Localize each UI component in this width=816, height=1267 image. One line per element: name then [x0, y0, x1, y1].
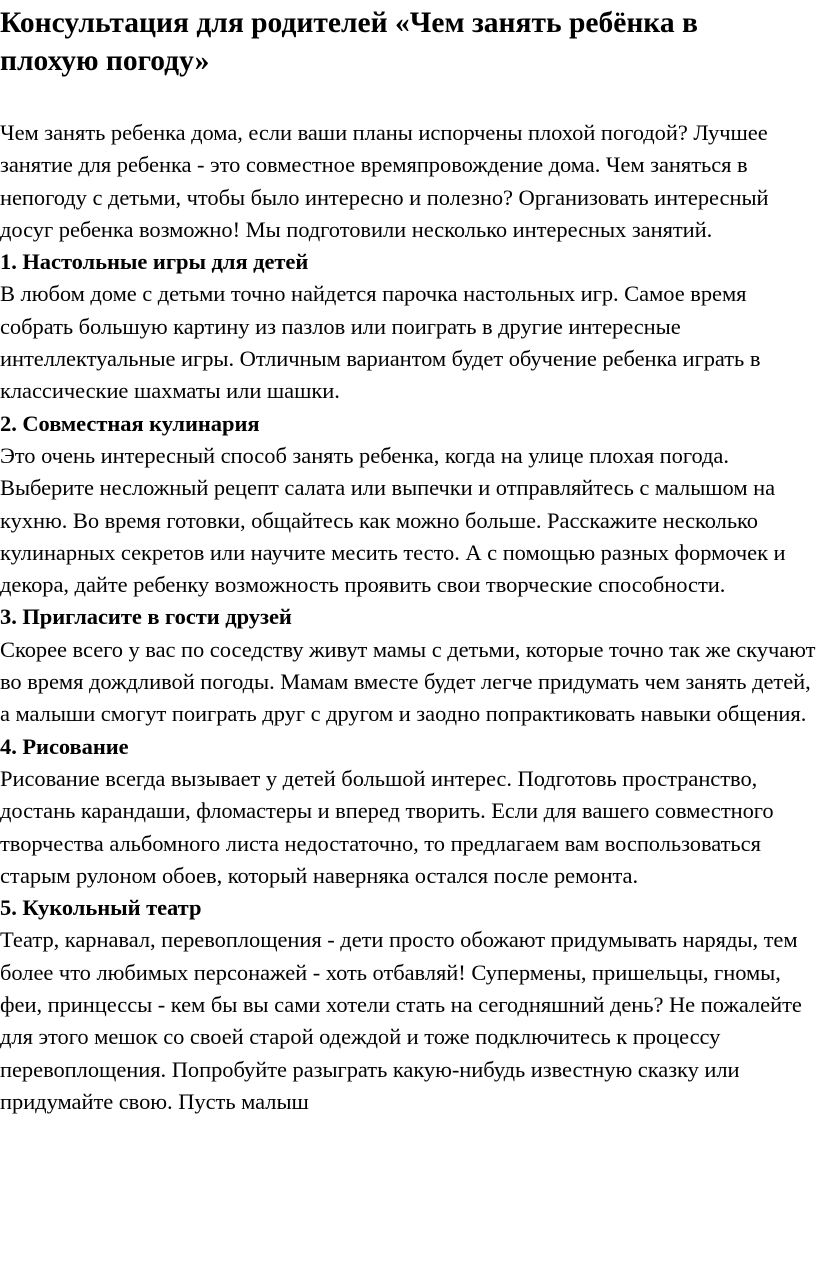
section-heading-board-games: 1. Настольные игры для детей	[0, 249, 309, 275]
section-heading-invite-friends: 3. Пригласите в гости друзей	[0, 604, 292, 630]
section-text-cooking: Это очень интересный способ занять ребенка, когда на улице плохая погода. Выберите несложный рецепт салата или выпечки и отправляйтесь с малышом на кухню. Во время готовки, общайтесь как можно больше. Расскажите несколько кулинарных секретов или научите месить тесто. А с помощью разных формочек и декора, дайте ребенку возможность проявить свои творческие способности.	[0, 442, 786, 598]
section-text-puppet-theater: Театр, карнавал, перевоплощения - дети просто обожают придумывать наряды, тем более что любимых персонажей - хоть отбавляй! Супермены, пришельцы, гномы, феи, принцессы - кем бы вы сами хотели стать на сегодняшний день? Не пожалейте для этого мешок со своей старой одеждой и тоже подключитесь к процессу перевоплощения. Попробуйте разыграть какую-нибудь известную сказку или придумайте свою. Пусть малыш	[0, 927, 802, 1114]
section-heading-drawing: 4. Рисование	[0, 733, 129, 759]
intro-paragraph: Чем занять ребенка дома, если ваши планы испорчены плохой погодой? Лучшее занятие для ребенка - это совместное времяпровождение дома. Чем заняться в непогоду с детьми, чтобы было интересно и полезно? Организовать интересный досуг ребенка возможно! Мы подготовили несколько интересных занятий.	[0, 120, 769, 242]
document-body	[0, 117, 816, 1118]
section-text-drawing: Рисование всегда вызывает у детей большой интерес. Подготовь пространство, достань карандаши, фломастеры и вперед творить. Если для вашего совместного творчества альбомного листа недостаточно, то предлагаем вам воспользоваться старым рулоном обоев, который наверняка остался после ремонта.	[0, 765, 774, 888]
section-heading-cooking: 2. Совместная кулинария	[0, 410, 260, 436]
document-title: Консультация для родителей «Чем занять ребёнка в плохую погоду»	[0, 7, 698, 77]
section-heading-puppet-theater: 5. Кукольный театр	[0, 895, 202, 921]
section-text-board-games: В любом доме с детьми точно найдется парочка настольных игр. Самое время собрать большую картину из пазлов или поиграть в другие интересные интеллектуальные игры. Отличным вариантом будет обучение ребенка играть в классические шахматы или шашки.	[0, 281, 761, 404]
section-text-invite-friends: Скорее всего у вас по соседству живут мамы с детьми, которые точно так же скучают во время дождливой погоды. Мамам вместе будет легче придумать чем занять детей, а малыши смогут поиграть друг с другом и заодно попрактиковать навыки общения.	[0, 636, 816, 727]
